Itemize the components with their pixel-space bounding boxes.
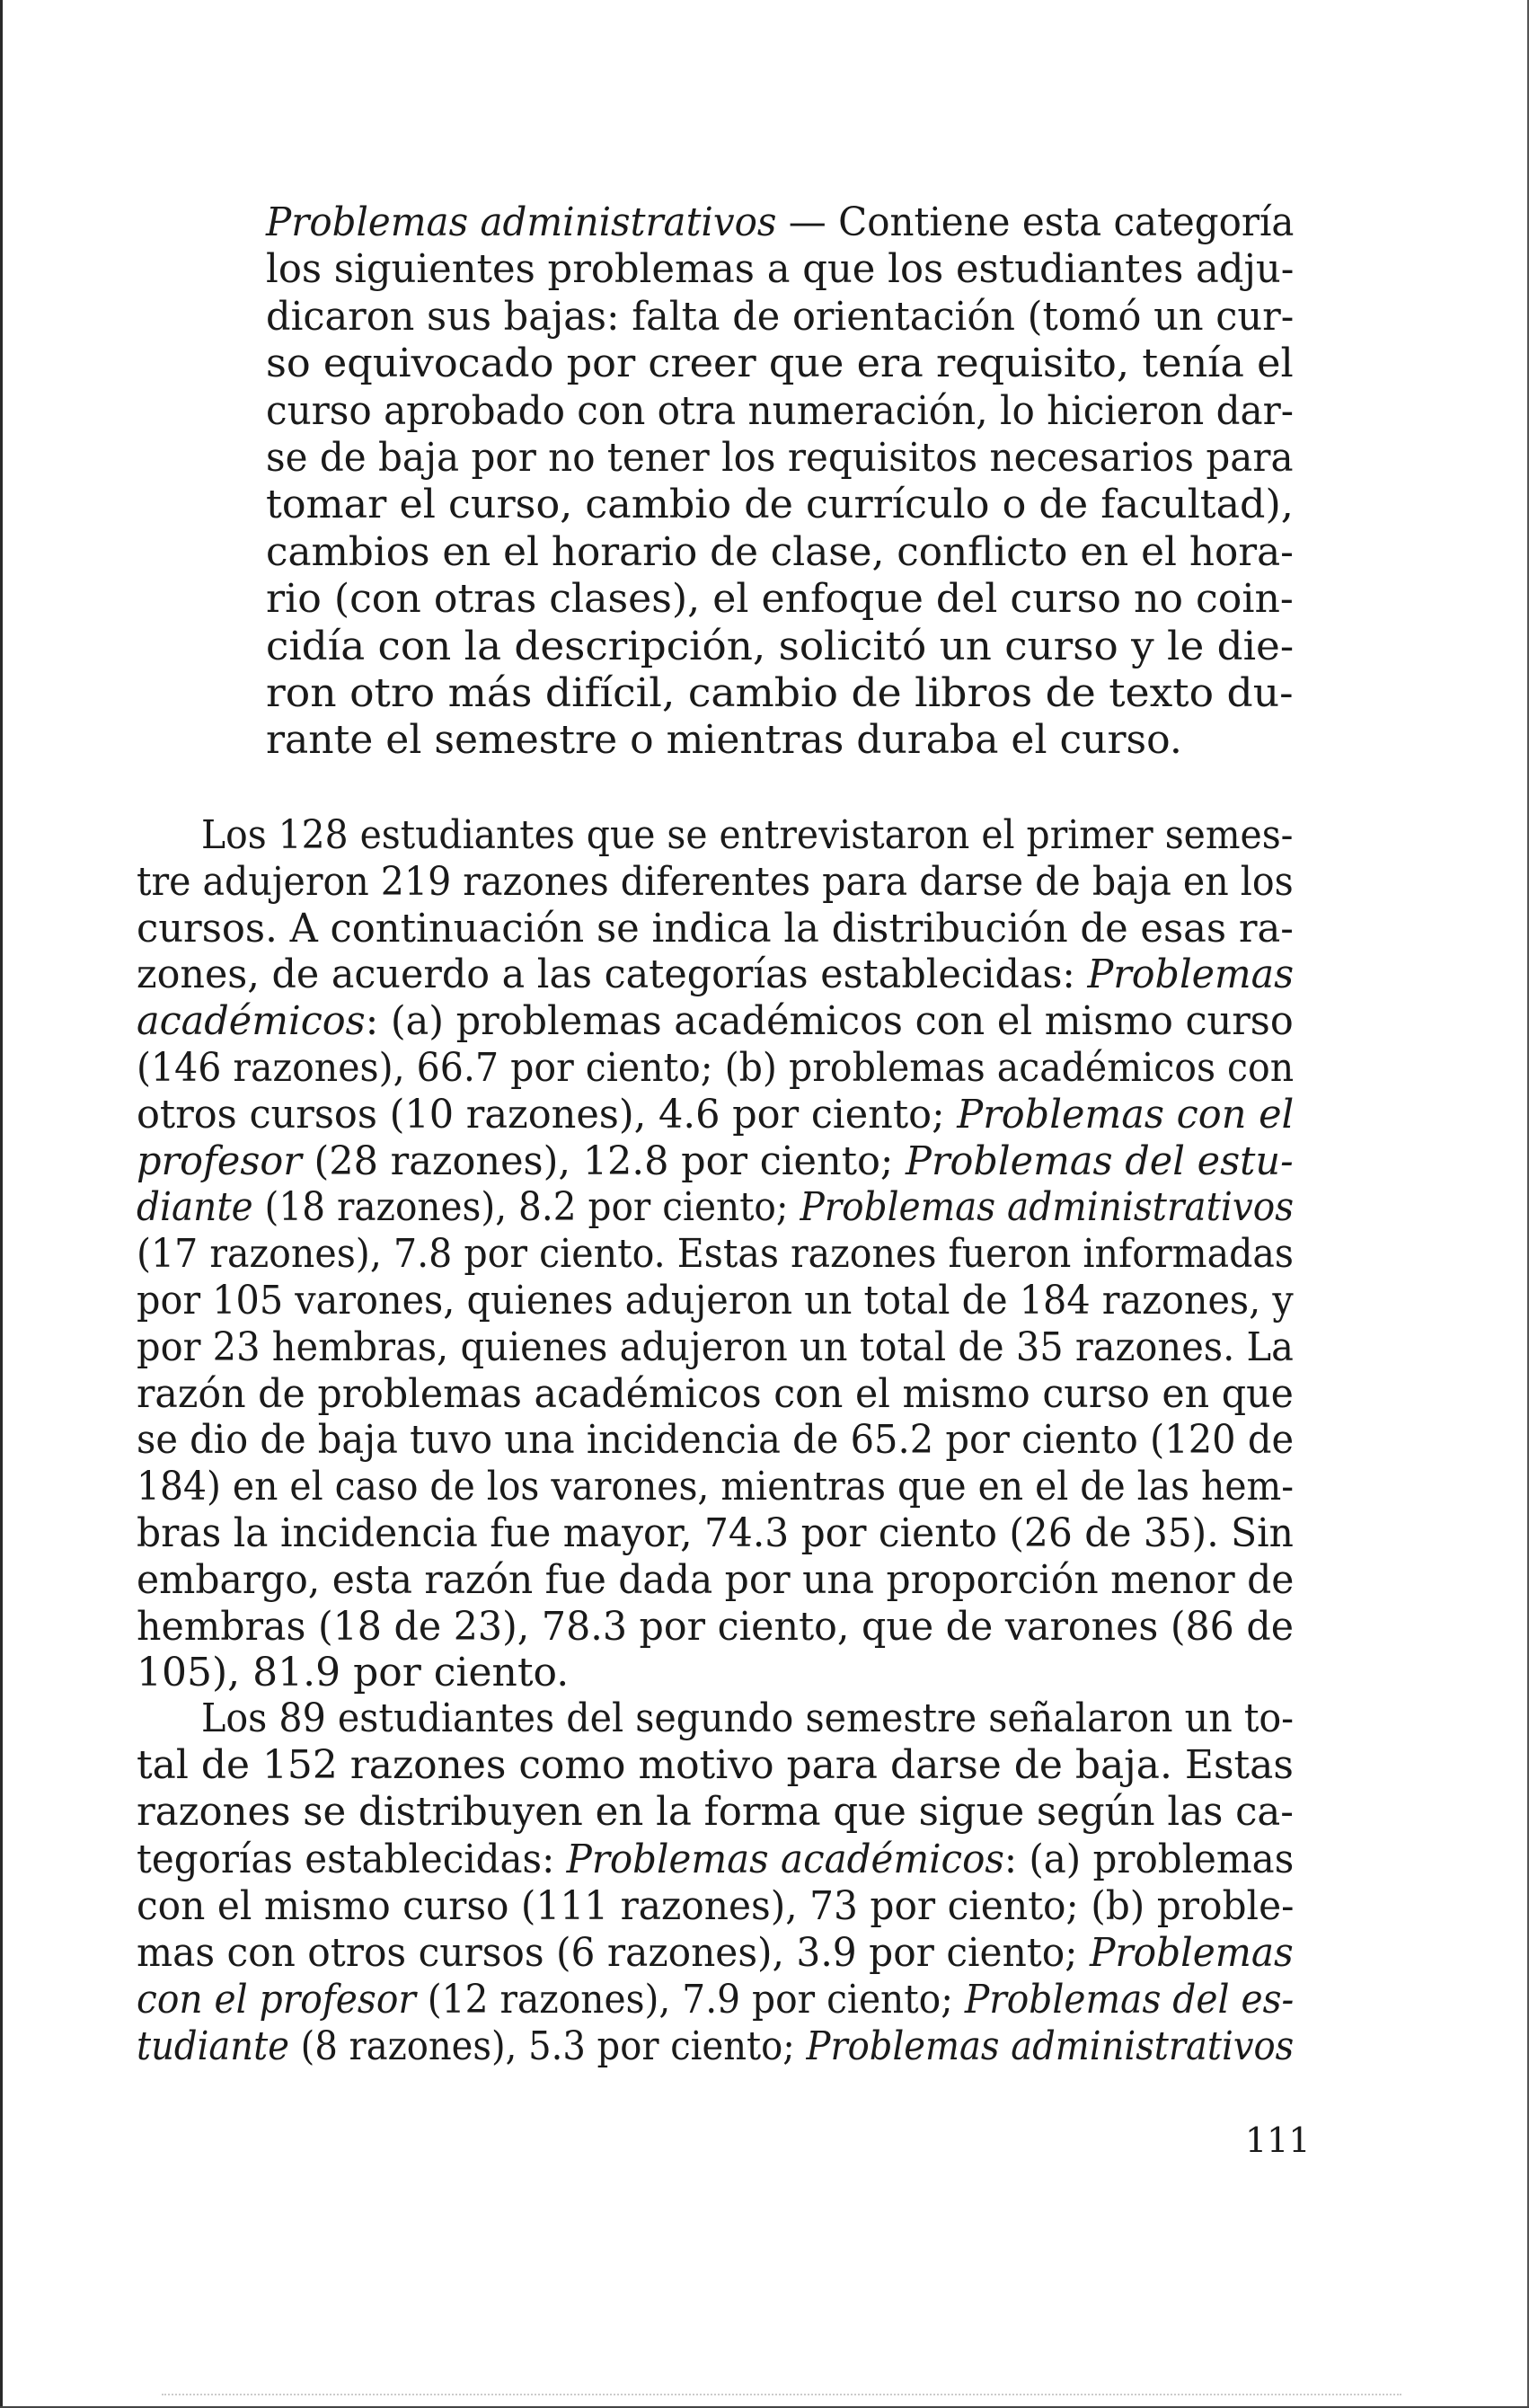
text-line (137, 2023, 1294, 2070)
text-segment: bras la incidencia fue mayor, 74.3 por ciento (26 de 35). Sin (137, 1510, 1294, 1556)
text-line (137, 906, 1294, 952)
text-line (266, 246, 1294, 293)
italic-text: Problemas administrativos (266, 199, 777, 245)
text-segment: cursos. A continuación se indica la distribución de esas ra- (137, 906, 1294, 952)
text-segment: ron otro más difícil, cambio de libros de texto du- (266, 670, 1294, 716)
text-segment: tal de 152 razones como motivo para darse de baja. Estas (137, 1742, 1294, 1788)
text-line (266, 199, 1294, 246)
text-line (137, 1742, 1294, 1789)
text-segment: otros cursos (10 razones), 4.6 por ciento; (137, 1092, 958, 1138)
text-segment: razón de problemas académicos con el mismo curso en que (137, 1371, 1294, 1417)
text-line (137, 1278, 1294, 1324)
scan-noise-dots (162, 2392, 1401, 2395)
text-line (137, 1371, 1294, 1418)
text-line (266, 717, 1182, 764)
text-line (137, 1231, 1294, 1278)
text-segment: (17 razones), 7.8 por ciento. Estas razones fueron informadas (137, 1231, 1294, 1277)
italic-text: Problemas (1089, 1930, 1294, 1976)
text-segment: los siguientes problemas a que los estudiantes adju- (266, 246, 1295, 292)
text-line (137, 1789, 1294, 1836)
italic-text: académicos (137, 998, 366, 1044)
text-segment: curso aprobado con otra numeración, lo hicieron dar- (266, 388, 1294, 434)
text-segment: tre adujeron 219 razones diferentes para darse de baja en los (137, 859, 1294, 905)
text-segment: embargo, esta razón fue dada por una proporción menor de (137, 1557, 1295, 1603)
text-segment: tegorías establecidas: (137, 1837, 567, 1882)
text-segment: Los 89 estudiantes del segundo semestre señalaron un to- (201, 1695, 1295, 1741)
text-line (266, 529, 1294, 576)
text-segment: rante el semestre o mientras duraba el curso. (266, 717, 1182, 763)
text-line (137, 1184, 1294, 1231)
italic-text: Problemas del es- (964, 1977, 1295, 2023)
text-line (137, 1650, 569, 1696)
italic-text: Problemas (1087, 952, 1295, 997)
text-segment: dicaron sus bajas: falta de orientación (tomó un cur- (266, 294, 1295, 340)
italic-text: Problemas académicos (566, 1837, 1004, 1882)
text-line (137, 1045, 1294, 1092)
text-segment: (8 razones), 5.3 por ciento; (288, 2023, 807, 2069)
text-segment: cambios en el horario de clase, conflicto en el hora- (266, 529, 1294, 575)
italic-text: Problemas administrativos (800, 1184, 1295, 1230)
text-line (137, 1977, 1294, 2023)
text-segment: hembras (18 de 23), 78.3 por ciento, que de varones (86 de (137, 1604, 1295, 1650)
italic-text: Problemas con el (957, 1092, 1295, 1138)
italic-text: profesor (137, 1138, 302, 1184)
text-line (137, 1930, 1294, 1977)
text-segment: so equivocado por creer que era requisito, tenía el (266, 341, 1294, 386)
text-segment: : (a) problemas académicos con el mismo curso (365, 998, 1294, 1044)
text-line (266, 294, 1294, 341)
scan-edge-left (0, 0, 3, 2408)
text-line (266, 482, 1294, 528)
text-line (266, 388, 1294, 435)
text-segment: con el mismo curso (111 razones), 73 por ciento; (b) proble- (137, 1883, 1295, 1929)
text-segment: Los 128 estudiantes que se entrevistaron el primer semes- (201, 812, 1294, 858)
text-segment: zones, de acuerdo a las categorías establecidas: (137, 952, 1088, 997)
italic-text: Problemas administrativos (806, 2023, 1295, 2069)
text-line (266, 435, 1294, 482)
text-line (137, 1324, 1294, 1371)
text-segment: — Contiene esta categoría (776, 199, 1295, 245)
page-number: 111 (1245, 2120, 1311, 2160)
text-line (137, 859, 1294, 906)
text-line (137, 1557, 1294, 1604)
text-segment: por 23 hembras, quienes adujeron un total de 35 razones. La (137, 1324, 1294, 1370)
text-line (266, 670, 1294, 717)
text-line (137, 952, 1294, 998)
text-segment: (18 razones), 8.2 por ciento; (252, 1184, 800, 1230)
text-line (137, 1604, 1294, 1651)
text-segment: rio (con otras clases), el enfoque del curso no coin- (266, 576, 1294, 622)
text-line (137, 998, 1294, 1045)
text-segment: se de baja por no tener los requisitos necesarios para (266, 435, 1294, 481)
text-line (137, 1510, 1294, 1557)
text-segment: cidía con la descripción, solicitó un curso y le die- (266, 624, 1295, 669)
italic-text: tudiante (137, 2023, 289, 2069)
text-line (137, 1883, 1294, 1930)
text-segment: por 105 varones, quienes adujeron un total de 184 razones, y (137, 1278, 1294, 1324)
text-line (266, 624, 1294, 670)
text-line (266, 341, 1294, 387)
text-line (201, 812, 1293, 859)
text-segment: : (a) problemas (1003, 1837, 1295, 1882)
text-segment: mas con otros cursos (6 razones), 3.9 por ciento; (137, 1930, 1090, 1976)
text-line (201, 1695, 1294, 1742)
italic-text: diante (137, 1184, 253, 1230)
text-segment: tomar el curso, cambio de currículo o de facultad), (266, 482, 1294, 527)
text-line (137, 1138, 1294, 1185)
italic-text: con el profesor (137, 1977, 416, 2023)
text-line (137, 1464, 1294, 1510)
text-segment: (28 razones), 12.8 por ciento; (301, 1138, 906, 1184)
text-line (137, 1837, 1294, 1883)
text-line (137, 1417, 1294, 1464)
text-segment: (12 razones), 7.9 por ciento; (415, 1977, 965, 2023)
text-segment: (146 razones), 66.7 por ciento; (b) problemas académicos con (137, 1045, 1295, 1091)
text-segment: 184) en el caso de los varones, mientras que en el de las hem- (137, 1464, 1295, 1509)
italic-text: Problemas del estu- (906, 1138, 1294, 1184)
text-segment: 105), 81.9 por ciento. (137, 1650, 570, 1695)
text-segment: razones se distribuyen en la forma que sigue según las ca- (137, 1789, 1294, 1835)
text-line (137, 1092, 1294, 1138)
text-line (266, 576, 1294, 623)
text-segment: se dio de baja tuvo una incidencia de 65.2 por ciento (120 de (137, 1417, 1295, 1463)
